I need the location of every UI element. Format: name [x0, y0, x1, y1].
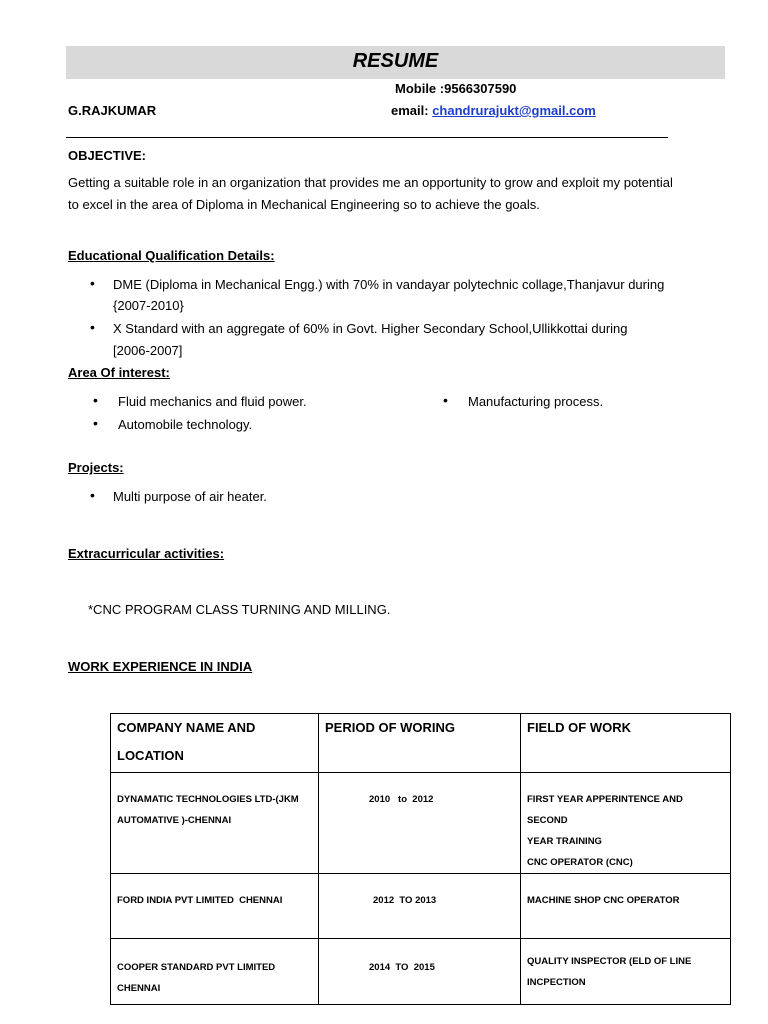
table-row	[111, 773, 731, 874]
row-2-field-line-1: MACHINE SHOP CNC OPERATOR	[527, 895, 680, 906]
mobile-line	[395, 81, 516, 96]
title-bar	[66, 46, 725, 79]
table-row	[111, 874, 731, 939]
header-company-line-1: COMPANY NAME AND	[117, 720, 256, 735]
row-1-field-line-3: CNC OPERATOR (CNC)	[527, 857, 633, 868]
candidate-name: G.RAJKUMAR	[68, 103, 157, 118]
interest-item-2: Automobile technology.	[118, 417, 253, 432]
row-3-company-line-1: COOPER STANDARD PVT LIMITED	[117, 962, 276, 973]
project-item-1: Multi purpose of air heater.	[113, 489, 267, 504]
divider-line	[66, 137, 668, 138]
table-header-row	[111, 714, 731, 773]
row-3-field	[521, 939, 731, 1005]
bullet-icon: •	[90, 319, 95, 335]
resume-title: RESUME	[352, 50, 439, 72]
row-1-field-line-1: FIRST YEAR APPERINTENCE AND SECOND	[527, 794, 683, 826]
bullet-icon: •	[443, 392, 448, 408]
table-row	[111, 939, 731, 1005]
education-item-1-line-1: DME (Diploma in Mechanical Engg.) with 70% in vandayar polytechnic collage,Thanjavur during	[113, 277, 665, 292]
row-1-company-line-2: AUTOMATIVE )-CHENNAI	[117, 815, 232, 826]
row-1-field-line-2: YEAR TRAINING	[527, 836, 602, 847]
row-3-period	[319, 939, 521, 1005]
education-heading: Educational Qualification Details:	[68, 248, 275, 263]
projects-heading: Projects:	[68, 460, 124, 475]
row-1-company	[111, 773, 319, 874]
header-company-line-2: LOCATION	[117, 748, 184, 763]
header-field	[521, 714, 731, 773]
row-2-period	[319, 874, 521, 939]
email-label: email:	[391, 103, 433, 118]
bullet-icon: •	[90, 275, 95, 291]
bullet-icon: •	[90, 487, 95, 503]
row-3-period-text: 2014 TO 2015	[369, 962, 435, 973]
bullet-icon: •	[93, 415, 98, 431]
row-2-period-text: 2012 TO 2013	[373, 895, 437, 906]
row-3-company-line-2: CHENNAI	[117, 983, 161, 994]
education-item-1-line-2: {2007-2010}	[113, 298, 184, 313]
mobile-number: 9566307590	[444, 81, 517, 96]
header-period-label: PERIOD OF WORING	[325, 720, 455, 735]
objective-heading: OBJECTIVE:	[68, 148, 147, 163]
interest-item-3: Manufacturing process.	[468, 394, 604, 409]
interest-item-1: Fluid mechanics and fluid power.	[118, 394, 307, 409]
education-item-2-line-2: [2006-2007]	[113, 343, 183, 358]
extracurricular-heading: Extracurricular activities:	[68, 546, 225, 561]
work-heading: WORK EXPERIENCE IN INDIA	[68, 659, 253, 674]
mobile-label: Mobile :	[395, 81, 445, 96]
row-1-period-text: 2010 to 2012	[369, 794, 434, 805]
work-experience-table	[110, 713, 731, 1005]
header-period	[319, 714, 521, 773]
email-line	[391, 103, 596, 118]
row-3-company	[111, 939, 319, 1005]
row-3-field-line-2: INCPECTION	[527, 977, 586, 988]
email-link[interactable]: chandrurajukt@gmail.com	[432, 103, 596, 118]
header-company	[111, 714, 319, 773]
interest-heading: Area Of interest:	[68, 365, 170, 380]
row-1-period	[319, 773, 521, 874]
row-2-company	[111, 874, 319, 939]
bullet-icon: •	[93, 392, 98, 408]
row-1-field	[521, 773, 731, 874]
row-3-field-line-1: QUALITY INSPECTOR (ELD OF LINE	[527, 956, 692, 967]
objective-line-2: to excel in the area of Diploma in Mechanical Engineering so to achieve the goals.	[68, 197, 540, 212]
row-1-company-line-1: DYNAMATIC TECHNOLOGIES LTD-(JKM	[117, 794, 299, 805]
extracurricular-text: *CNC PROGRAM CLASS TURNING AND MILLING.	[88, 602, 391, 617]
education-item-2-line-1: X Standard with an aggregate of 60% in Govt. Higher Secondary School,Ullikkottai during	[113, 321, 628, 336]
row-2-field	[521, 874, 731, 939]
header-field-label: FIELD OF WORK	[527, 720, 631, 735]
objective-line-1: Getting a suitable role in an organization that provides me an opportunity to grow and exploit my potential	[68, 175, 673, 190]
row-2-company-line-1: FORD INDIA PVT LIMITED CHENNAI	[117, 895, 283, 906]
